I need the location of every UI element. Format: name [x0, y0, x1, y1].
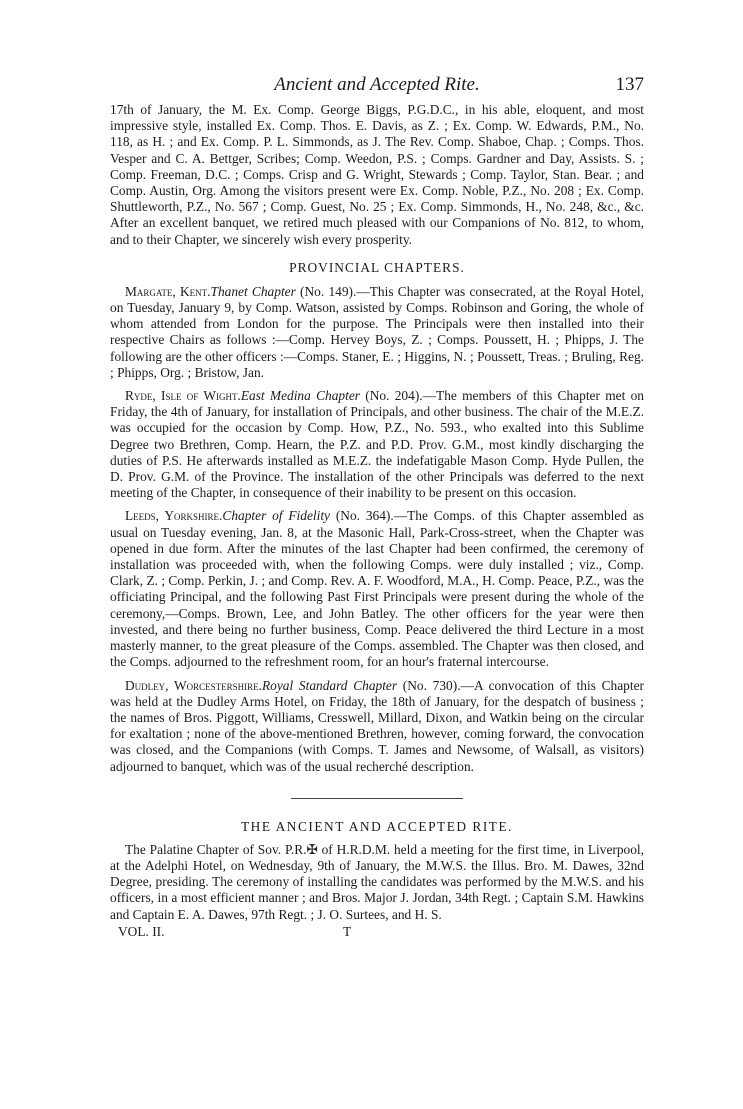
chapter-name: Thanet Chapter — [210, 283, 296, 299]
report-margate — [110, 284, 644, 381]
page-header — [110, 72, 644, 102]
chapter-name: East Medina Chapter — [240, 388, 360, 404]
report-text: (No. 149).—This Chapter was consecrated, at the Royal Hotel, on Tuesday, January 9, by Comp. Watson, assisted by Comps. Robinson and Goring, the whole of whom attended from London for the purpose. The Principals were then installed into their respective Chairs as follows :—Comp. Hervey Boys, Z. ; Comps. Poussett, H. ; Phipps, J. The following are the other officers :—Comps. Staner, E. ; Higgins, N. ; Poussett, Treas. ; Bruling, Reg. ; Phipps, Org. ; Bristow, Jan. — [110, 283, 644, 380]
running-title: Ancient and Accepted Rite. — [274, 74, 480, 95]
section-title-provincial: PROVINCIAL CHAPTERS. — [289, 259, 465, 275]
report-text: (No. 204).—The members of this Chapter met on Friday, the 4th of January, for installation of Principals, and other business. The chair of the M.E.Z. was occupied for the occasion by Comp. How, P.Z., No. 593., who exalted into this Sublime Degree two Brethren, Comp. Hearn, the P.Z. and P.D. Prov. G.M., most kindly discharging the duties of P.S. He afterwards installed as M.E.Z. the indefatigable Mason Comp. Hyde Pullen, the D. Prov. G.M. of the Province. The installation of the other Principals was deferred to the next meeting of the Chapter, in consequence of their inability to be present on this occasion. — [110, 388, 644, 501]
rite-paragraph: The Palatine Chapter of Sov. P.R.✠ of H.R.D.M. held a meeting for the first time, in Liverpool, at the Adelphi Hotel, on Wednesday, 9th of January, the M.W.S. the Illus. Bro. M. Dawes, 32nd Degree, presiding. The ceremony of installing the candidates was performed by the M.W.S. and his officers, in a most efficient manner ; and Bros. Major J. Jordan, 34th Regt. ; Captain S.M. Hawkins and Captain E. A. Dawes, 97th Regt. ; J. O. Surtees, and H. S. — [110, 841, 644, 922]
signature-mark: T — [343, 923, 352, 939]
report-leeds — [110, 508, 644, 670]
report-dudley — [110, 678, 644, 775]
report-text: (No. 364).—The Comps. of this Chapter assembled as usual on Tuesday evening, Jan. 8, at the Masonic Hall, Park-Cross-street, when the Chapter was opened in due form. After the minutes of the last Chapter had been confirmed, the ceremony of installation was proceeded with, when the following Comps. were duly installed ; viz., Comp. Clark, Z. ; Comp. Perkin, J. ; and Comp. Rev. A. F. Woodford, M.A., H. Comp. Peace, P.Z., was the officiating Principal, and the following Past First Principals were present during the whole of the ceremony,—Comps. Brown, Lee, and John Batley. The other officers for the year were then invested, and there being no further business, Comp. Peace delivered the third Lecture in a most masterly manner, to the great pleasure of the Comps. assembled. The Chapter was then closed, and the Comps. adjourned to the refreshment room, for an hour's fraternal intercourse. — [110, 508, 644, 670]
chapter-name: Chapter of Fidelity — [222, 508, 330, 524]
report-ryde — [110, 388, 644, 501]
report-text: (No. 730).—A convocation of this Chapter was held at the Dudley Arms Hotel, on Friday, the 18th of January, for the despatch of business ; the names of Bros. Piggott, Williams, Cresswell, Millard, Dixon, and Watkin being on the circular for exaltation ; none of the above-mentioned Brethren, however, coming forward, the convocation was closed, and the Companions (with Comps. T. James and Newsome, of Walsall, as visitors) adjourned to banquet, which was of the usual recherché description. — [110, 677, 644, 774]
section-divider — [291, 798, 463, 799]
page-number: 137 — [615, 74, 644, 95]
report-place: Leeds, Yorkshire. — [125, 508, 223, 524]
intro-paragraph: 17th of January, the M. Ex. Comp. George Biggs, P.G.D.C., in his able, eloquent, and most impressive style, installed Ex. Comp. Thos. E. Davis, as Z. ; Ex. Comp. W. Edwards, P.M., No. 118, as H. ; and Ex. Comp. P. L. Simmonds, as J. The Rev. Comp. Shaboe, Chap. ; Comps. Thos. Vesper and C. A. Bettger, Scribes; Comp. Weedon, P.S. ; Comps. Gardner and Day, Assists. S. ; Comp. Freeman, D.C. ; Comps. Crisp and G. Wright, Stewards ; Comp. Taylor, Stan. Bear. ; and Comp. Austin, Org. Among the visitors present were Ex. Comp. Noble, P.Z., No. 208 ; Ex. Comp. Shuttleworth, P.Z., No. 567 ; Comp. Guest, No. 25 ; Ex. Comp. Simmonds, H., No. 248, &c., &c. After an excellent banquet, we retired much pleased with our Companions of No. 812, to whom, and to their Chapter, we sincerely wish every prosperity. — [110, 102, 644, 247]
volume-label: VOL. II. — [118, 923, 165, 939]
report-place: Margate, Kent. — [125, 283, 211, 299]
page-footer — [110, 924, 644, 940]
page — [110, 72, 644, 940]
report-place: Ryde, Isle of Wight. — [125, 388, 241, 404]
section-title-rite: THE ANCIENT AND ACCEPTED RITE. — [240, 818, 514, 834]
chapter-name: Royal Standard Chapter — [261, 677, 398, 693]
report-place: Dudley, Worcestershire. — [125, 677, 262, 693]
